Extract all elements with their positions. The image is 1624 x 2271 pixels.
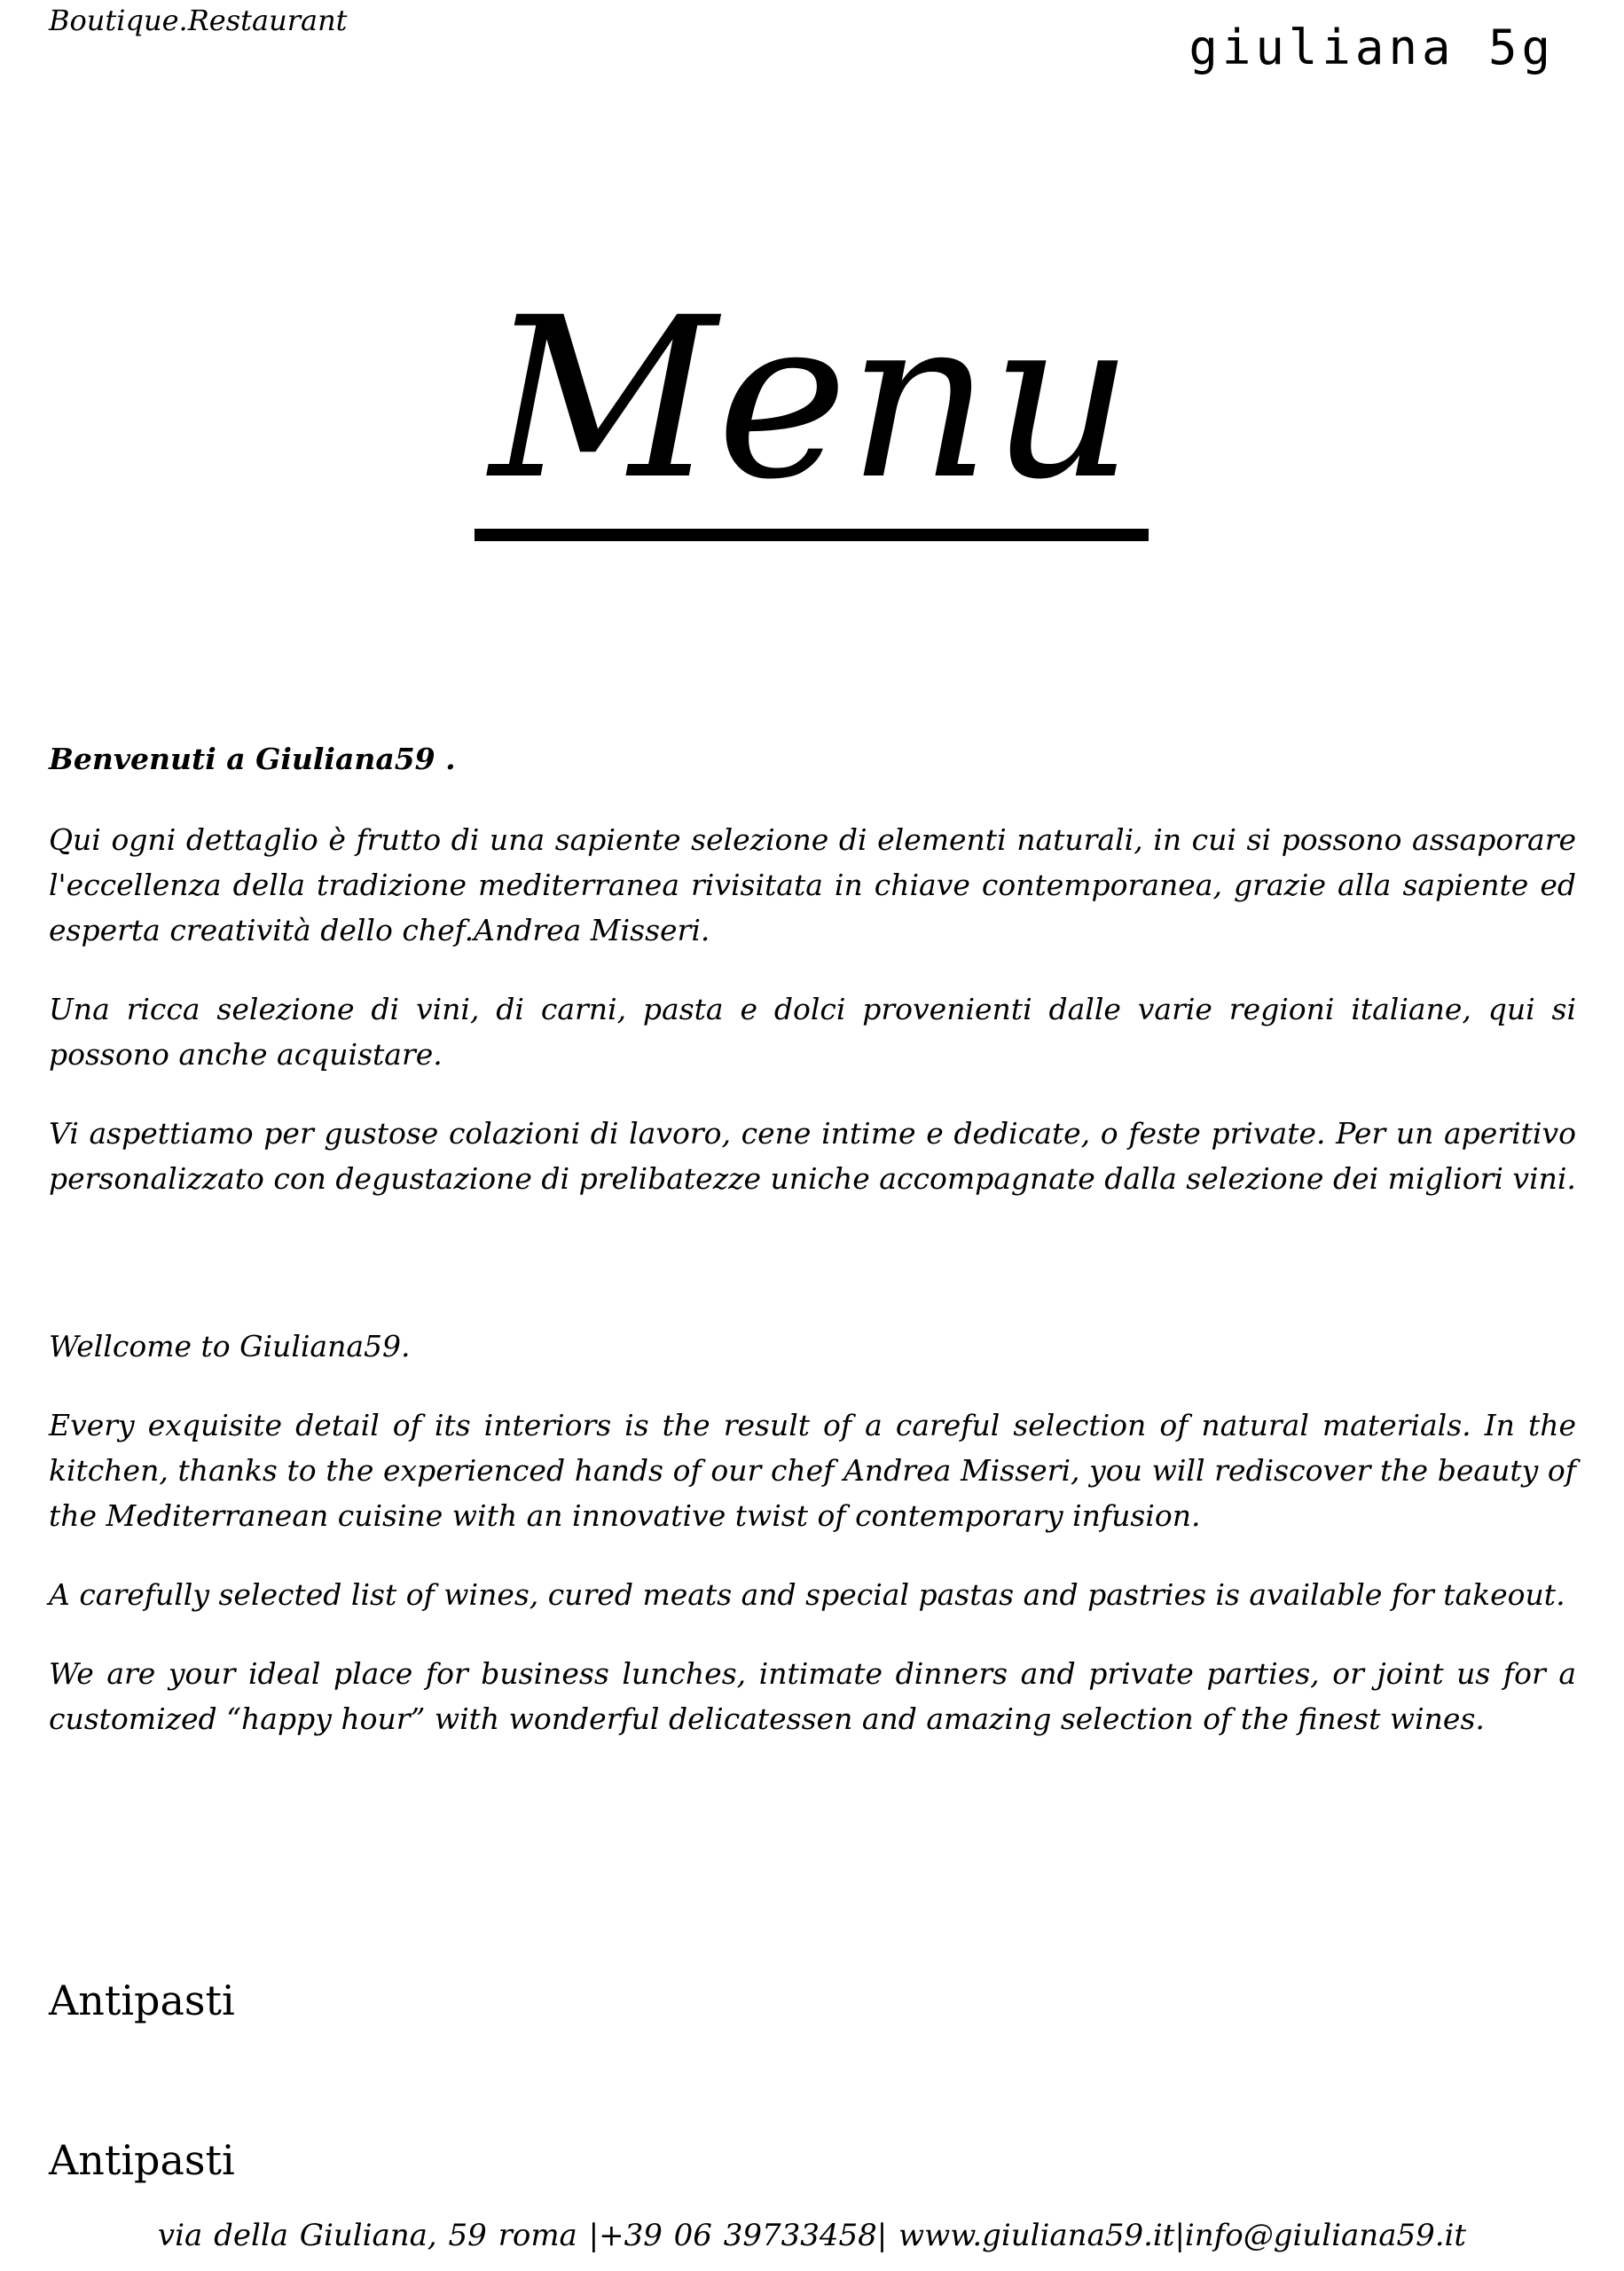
intro-text — [49, 736, 1576, 1775]
language-spacer — [49, 1235, 1576, 1324]
intro-english-paragraph-1: Every exquisite detail of its interiors is the result of a careful selection of natural materials. In the kitchen, thanks to the experienced hands of our chef Andrea Misseri, you will rediscover the beauty of the Mediterranean cuisine with an innovative twist of contemporary infusion. — [49, 1408, 1576, 1533]
section-heading-antipasti: Antipasti — [49, 1976, 235, 2024]
footer-contact: via della Giuliana, 59 roma |+39 06 39733458| www.giuliana59.it|info@giuliana59.it — [157, 2218, 1467, 2253]
intro-english-paragraph-3: We are your ideal place for business lunches, intimate dinners and private parties, or joint us for a customized “happy hour” with wonderful delicatessen and amazing selection of the finest wines. — [49, 1656, 1576, 1736]
intro-italian-paragraph-2: Una ricca selezione di vini, di carni, pasta e dolci provenienti dalle varie regioni italiane, qui si possono anche acquistare. — [49, 992, 1576, 1072]
welcome-italian: Benvenuti a Giuliana59 . — [49, 742, 456, 776]
welcome-english: Wellcome to Giuliana59. — [49, 1329, 411, 1363]
intro-italian-paragraph-1: Qui ogni dettaglio è frutto di una sapiente selezione di elementi naturali, in cui si possono assaporare l'eccellenza della tradizione mediterranea rivisitata in chiave contemporanea, grazie alla sapiente ed esperta creatività dello chef.Andrea Misseri. — [49, 822, 1576, 947]
intro-italian-paragraph-3: Vi aspettiamo per gustose colazioni di lavoro, cene intime e dedicate, o feste private. Per un aperitivo personalizzato con degustazione di prelibatezze uniche accompagnate dalla selezione dei migliori vini. — [49, 1116, 1576, 1196]
restaurant-logo: giuliana 5g — [1189, 20, 1555, 75]
tagline: Boutique.Restaurant — [49, 4, 348, 37]
title-underline — [475, 529, 1149, 541]
intro-english-paragraph-2: A carefully selected list of wines, cured meats and special pastas and pastries is available for takeout. — [49, 1577, 1565, 1612]
page-title: Menu — [490, 270, 1134, 528]
section-heading-antipasti-2: Antipasti — [49, 2136, 235, 2184]
